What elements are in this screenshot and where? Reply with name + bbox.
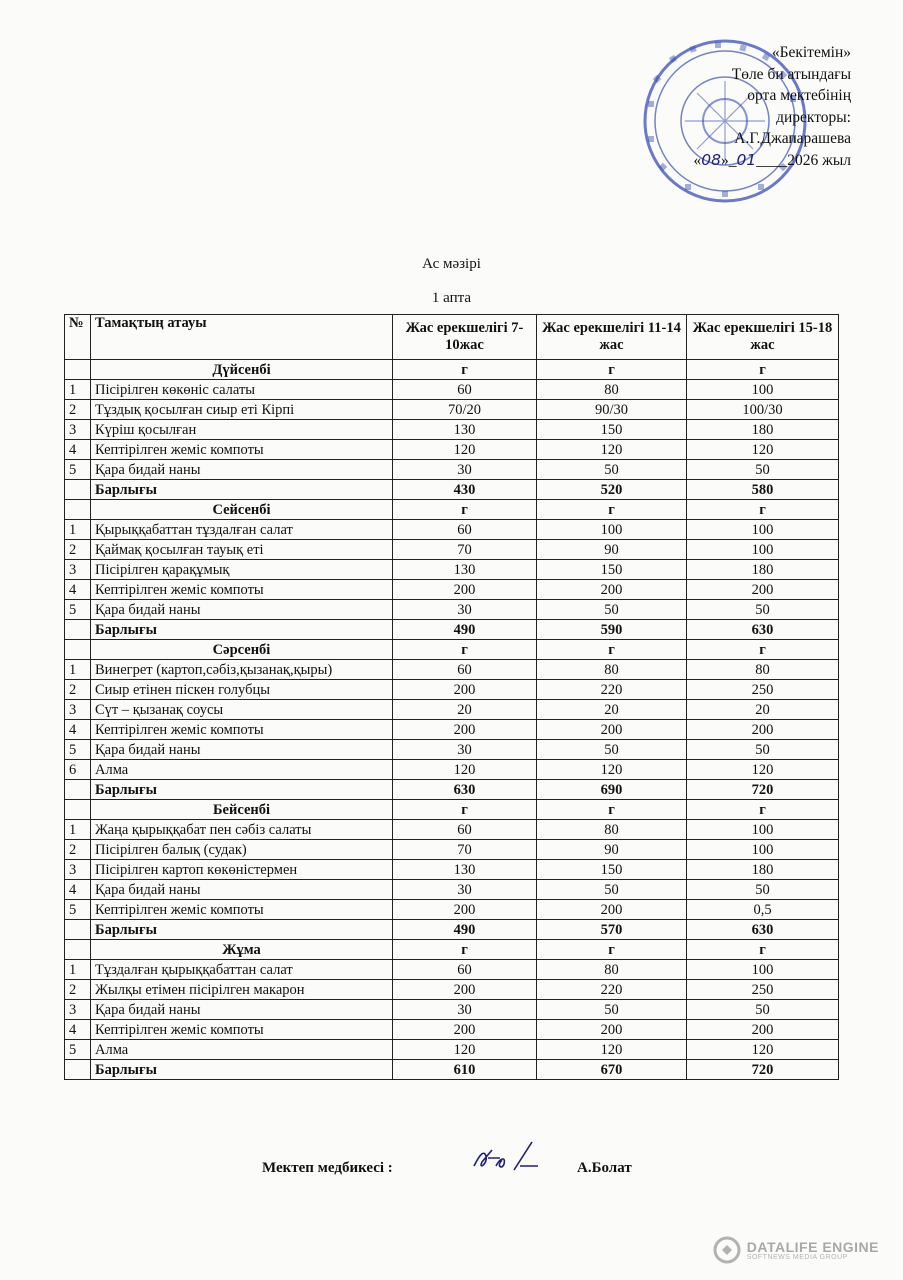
dish-name: Жаңа қырыққабат пен сәбіз салаты xyxy=(91,820,393,840)
dish-portion: 100 xyxy=(687,520,839,540)
dish-no: 5 xyxy=(65,600,91,620)
dish-row xyxy=(65,980,839,1000)
total-value: 570 xyxy=(537,920,687,940)
dish-portion: 70 xyxy=(393,840,537,860)
dish-portion: 50 xyxy=(537,740,687,760)
day-name: Сәрсенбі xyxy=(91,640,393,660)
dish-portion: 0,5 xyxy=(687,900,839,920)
approval-date: «08»_01____2026 жыл xyxy=(693,150,851,169)
dish-no: 3 xyxy=(65,700,91,720)
dish-portion: 50 xyxy=(537,600,687,620)
dish-name: Кептірілген жеміс компоты xyxy=(91,1020,393,1040)
dish-no: 3 xyxy=(65,860,91,880)
total-row xyxy=(65,1060,839,1080)
dish-row xyxy=(65,760,839,780)
unit-cell: г xyxy=(393,640,537,660)
dish-portion: 120 xyxy=(537,1040,687,1060)
dish-portion: 180 xyxy=(687,560,839,580)
dish-portion: 120 xyxy=(393,440,537,460)
dish-name: Сиыр етінен піскен голубцы xyxy=(91,680,393,700)
unit-cell: г xyxy=(393,500,537,520)
dish-portion: 50 xyxy=(687,740,839,760)
dish-portion: 200 xyxy=(537,720,687,740)
dish-no: 1 xyxy=(65,820,91,840)
dish-row xyxy=(65,580,839,600)
dish-name: Қара бидай наны xyxy=(91,740,393,760)
dish-row xyxy=(65,820,839,840)
unit-cell: г xyxy=(687,640,839,660)
document-week: 1 апта xyxy=(431,290,472,306)
dish-name: Сүт – қызанақ соусы xyxy=(91,700,393,720)
dish-name: Пісірілген қарақұмық xyxy=(91,560,393,580)
dish-portion: 200 xyxy=(393,680,537,700)
dish-name: Пісірілген көкөніс салаты xyxy=(91,380,393,400)
dish-portion: 100 xyxy=(537,520,687,540)
nurse-label: Мектеп медбикесі : xyxy=(262,1160,393,1176)
dish-no: 2 xyxy=(65,400,91,420)
dish-portion: 30 xyxy=(393,880,537,900)
dish-portion: 120 xyxy=(687,760,839,780)
total-value: 670 xyxy=(537,1060,687,1080)
datalife-watermark xyxy=(713,1236,879,1264)
date-quote-open: « xyxy=(693,151,702,169)
dish-no: 1 xyxy=(65,520,91,540)
dish-portion: 200 xyxy=(687,720,839,740)
dish-name: Қырыққабаттан тұздалған салат xyxy=(91,520,393,540)
total-row xyxy=(65,480,839,500)
approval-director-name: А.Г.Джапарашева xyxy=(734,130,851,147)
dish-no: 6 xyxy=(65,760,91,780)
day-row xyxy=(65,800,839,820)
header-age-15-18: Жас ерекшелігі 15-18 жас xyxy=(687,315,839,360)
dish-no: 2 xyxy=(65,980,91,1000)
dish-portion: 120 xyxy=(537,760,687,780)
unit-cell: г xyxy=(687,940,839,960)
dish-name: Қара бидай наны xyxy=(91,1000,393,1020)
dish-portion: 220 xyxy=(537,680,687,700)
dish-name: Тұздалған қырыққабаттан салат xyxy=(91,960,393,980)
unit-cell: г xyxy=(537,940,687,960)
dish-portion: 100 xyxy=(687,380,839,400)
dish-name: Қара бидай наны xyxy=(91,460,393,480)
total-label: Барлығы xyxy=(91,620,393,640)
dish-portion: 60 xyxy=(393,820,537,840)
total-value: 430 xyxy=(393,480,537,500)
dish-row xyxy=(65,840,839,860)
day-row xyxy=(65,500,839,520)
total-no-cell xyxy=(65,480,91,500)
dish-portion: 180 xyxy=(687,860,839,880)
total-value: 610 xyxy=(393,1060,537,1080)
dish-no: 3 xyxy=(65,1000,91,1020)
dish-name: Кептірілген жеміс компоты xyxy=(91,720,393,740)
nurse-name: А.Болат xyxy=(577,1160,632,1176)
date-quote-close: » xyxy=(721,151,729,169)
dish-portion: 50 xyxy=(687,460,839,480)
dish-row xyxy=(65,660,839,680)
total-value: 590 xyxy=(537,620,687,640)
unit-cell: г xyxy=(537,800,687,820)
dish-row xyxy=(65,420,839,440)
dish-portion: 70/20 xyxy=(393,400,537,420)
dish-portion: 100 xyxy=(687,840,839,860)
total-no-cell xyxy=(65,1060,91,1080)
dish-portion: 150 xyxy=(537,420,687,440)
dish-portion: 130 xyxy=(393,860,537,880)
dish-no: 1 xyxy=(65,380,91,400)
total-value: 520 xyxy=(537,480,687,500)
dish-row xyxy=(65,600,839,620)
dish-portion: 100 xyxy=(687,540,839,560)
dish-portion: 80 xyxy=(687,660,839,680)
day-no-cell xyxy=(65,500,91,520)
approval-line1: «Бекітемін» xyxy=(771,44,851,61)
dish-portion: 200 xyxy=(393,580,537,600)
dish-portion: 50 xyxy=(537,460,687,480)
dish-portion: 90 xyxy=(537,540,687,560)
dish-portion: 80 xyxy=(537,660,687,680)
document-title: Ас мәзірі xyxy=(422,256,481,272)
dish-portion: 50 xyxy=(687,600,839,620)
dish-portion: 50 xyxy=(537,1000,687,1020)
dish-row xyxy=(65,440,839,460)
dish-portion: 200 xyxy=(687,580,839,600)
unit-cell: г xyxy=(537,640,687,660)
dish-portion: 30 xyxy=(393,460,537,480)
dish-name: Алма xyxy=(91,1040,393,1060)
total-label: Барлығы xyxy=(91,480,393,500)
dish-no: 4 xyxy=(65,880,91,900)
total-row xyxy=(65,920,839,940)
menu-body xyxy=(65,360,839,1080)
dish-row xyxy=(65,1000,839,1020)
dish-name: Кептірілген жеміс компоты xyxy=(91,900,393,920)
dish-portion: 120 xyxy=(537,440,687,460)
total-label: Барлығы xyxy=(91,1060,393,1080)
dish-row xyxy=(65,400,839,420)
unit-cell: г xyxy=(393,800,537,820)
dish-portion: 50 xyxy=(537,880,687,900)
dish-portion: 200 xyxy=(687,1020,839,1040)
dish-no: 5 xyxy=(65,900,91,920)
dish-portion: 50 xyxy=(687,880,839,900)
total-value: 490 xyxy=(393,620,537,640)
dish-name: Пісірілген балық (судак) xyxy=(91,840,393,860)
dish-row xyxy=(65,460,839,480)
dish-name: Қаймақ қосылған тауық еті xyxy=(91,540,393,560)
approval-line2: Төле би атындағы xyxy=(731,65,851,83)
dish-portion: 60 xyxy=(393,660,537,680)
day-name: Бейсенбі xyxy=(91,800,393,820)
dish-row xyxy=(65,720,839,740)
unit-cell: г xyxy=(687,500,839,520)
dish-portion: 30 xyxy=(393,740,537,760)
day-no-cell xyxy=(65,640,91,660)
dish-row xyxy=(65,1040,839,1060)
approval-block xyxy=(694,42,851,171)
dish-row xyxy=(65,900,839,920)
dish-portion: 80 xyxy=(537,820,687,840)
unit-cell: г xyxy=(687,800,839,820)
dish-portion: 120 xyxy=(687,440,839,460)
unit-cell: г xyxy=(537,360,687,380)
dish-no: 1 xyxy=(65,960,91,980)
total-label: Барлығы xyxy=(91,780,393,800)
dish-portion: 120 xyxy=(687,1040,839,1060)
dish-row xyxy=(65,860,839,880)
watermark-main-text: DATALIFE ENGINE xyxy=(746,1238,879,1255)
dish-row xyxy=(65,680,839,700)
dish-no: 5 xyxy=(65,1040,91,1060)
dish-portion: 20 xyxy=(537,700,687,720)
dish-portion: 200 xyxy=(537,900,687,920)
dish-portion: 100 xyxy=(687,820,839,840)
dish-no: 2 xyxy=(65,840,91,860)
dish-row xyxy=(65,700,839,720)
dish-portion: 50 xyxy=(687,1000,839,1020)
total-value: 630 xyxy=(687,620,839,640)
day-name: Сейсенбі xyxy=(91,500,393,520)
dish-portion: 150 xyxy=(537,860,687,880)
total-value: 630 xyxy=(687,920,839,940)
dish-portion: 20 xyxy=(687,700,839,720)
dish-name: Алма xyxy=(91,760,393,780)
dish-no: 5 xyxy=(65,740,91,760)
unit-cell: г xyxy=(393,940,537,960)
dish-name: Пісірілген картоп көкөністермен xyxy=(91,860,393,880)
dish-portion: 80 xyxy=(537,380,687,400)
dish-portion: 130 xyxy=(393,420,537,440)
total-no-cell xyxy=(65,780,91,800)
dish-row xyxy=(65,880,839,900)
day-row xyxy=(65,640,839,660)
day-row xyxy=(65,940,839,960)
day-no-cell xyxy=(65,800,91,820)
dish-name: Қара бидай наны xyxy=(91,880,393,900)
dish-row xyxy=(65,520,839,540)
dish-row xyxy=(65,960,839,980)
dish-no: 5 xyxy=(65,460,91,480)
total-row xyxy=(65,780,839,800)
day-name: Дүйсенбі xyxy=(91,360,393,380)
total-no-cell xyxy=(65,620,91,640)
approval-line3: орта мектебінің xyxy=(747,87,851,104)
total-no-cell xyxy=(65,920,91,940)
dish-name: Винегрет (картоп,сәбіз,қызанақ,қыры) xyxy=(91,660,393,680)
dish-portion: 130 xyxy=(393,560,537,580)
dish-portion: 70 xyxy=(393,540,537,560)
total-row xyxy=(65,620,839,640)
dish-portion: 60 xyxy=(393,380,537,400)
date-day: 08 xyxy=(701,150,722,169)
dish-portion: 200 xyxy=(537,1020,687,1040)
dish-name: Кептірілген жеміс компоты xyxy=(91,440,393,460)
total-value: 720 xyxy=(687,780,839,800)
dish-portion: 200 xyxy=(393,900,537,920)
dish-name: Қара бидай наны xyxy=(91,600,393,620)
dish-no: 4 xyxy=(65,440,91,460)
unit-cell: г xyxy=(687,360,839,380)
dish-portion: 60 xyxy=(393,520,537,540)
dish-portion: 120 xyxy=(393,760,537,780)
dish-portion: 100 xyxy=(687,960,839,980)
dish-no: 3 xyxy=(65,420,91,440)
menu-table xyxy=(64,314,839,1080)
dish-no: 2 xyxy=(65,680,91,700)
total-label: Барлығы xyxy=(91,920,393,940)
dish-portion: 100/30 xyxy=(687,400,839,420)
dish-no: 4 xyxy=(65,580,91,600)
dish-row xyxy=(65,540,839,560)
dish-portion: 250 xyxy=(687,980,839,1000)
dish-no: 3 xyxy=(65,560,91,580)
header-age-11-14: Жас ерекшелігі 11-14 жас xyxy=(537,315,687,360)
dish-portion: 80 xyxy=(537,960,687,980)
dish-portion: 90/30 xyxy=(537,400,687,420)
dish-portion: 60 xyxy=(393,960,537,980)
date-year: 2026 жыл xyxy=(787,151,851,169)
dish-portion: 30 xyxy=(393,600,537,620)
dish-no: 4 xyxy=(65,720,91,740)
watermark-sub-text: SOFTNEWS MEDIA GROUP xyxy=(746,1253,848,1261)
dish-name: Кептірілген жеміс компоты xyxy=(91,580,393,600)
datalife-logo-icon xyxy=(713,1236,741,1264)
unit-cell: г xyxy=(537,500,687,520)
dish-portion: 90 xyxy=(537,840,687,860)
total-value: 630 xyxy=(393,780,537,800)
dish-portion: 120 xyxy=(393,1040,537,1060)
dish-row xyxy=(65,740,839,760)
dish-portion: 220 xyxy=(537,980,687,1000)
dish-portion: 20 xyxy=(393,700,537,720)
dish-row xyxy=(65,560,839,580)
header-age-7-10: Жас ерекшелігі 7-10жас xyxy=(393,315,537,360)
header-no: № xyxy=(65,315,91,360)
dish-portion: 200 xyxy=(393,980,537,1000)
dish-portion: 200 xyxy=(537,580,687,600)
dish-name: Тұздық қосылған сиыр еті Кірпі xyxy=(91,400,393,420)
unit-cell: г xyxy=(393,360,537,380)
day-row xyxy=(65,360,839,380)
approval-line4: директоры: xyxy=(776,108,851,126)
header-name: Тамақтың атауы xyxy=(91,315,393,360)
total-value: 580 xyxy=(687,480,839,500)
dish-row xyxy=(65,380,839,400)
dish-portion: 200 xyxy=(393,720,537,740)
total-value: 720 xyxy=(687,1060,839,1080)
day-no-cell xyxy=(65,360,91,380)
day-name: Жұма xyxy=(91,940,393,960)
dish-no: 4 xyxy=(65,1020,91,1040)
dish-no: 2 xyxy=(65,540,91,560)
dish-portion: 200 xyxy=(393,1020,537,1040)
total-value: 690 xyxy=(537,780,687,800)
date-month: 01 xyxy=(736,150,757,169)
dish-name: Жылқы етімен пісірілген макарон xyxy=(91,980,393,1000)
menu-header-row xyxy=(65,315,839,360)
dish-portion: 250 xyxy=(687,680,839,700)
nurse-signature xyxy=(470,1136,540,1176)
total-value: 490 xyxy=(393,920,537,940)
dish-portion: 150 xyxy=(537,560,687,580)
dish-portion: 30 xyxy=(393,1000,537,1020)
dish-no: 1 xyxy=(65,660,91,680)
dish-row xyxy=(65,1020,839,1040)
dish-name: Күріш қосылған xyxy=(91,420,393,440)
dish-portion: 180 xyxy=(687,420,839,440)
day-no-cell xyxy=(65,940,91,960)
